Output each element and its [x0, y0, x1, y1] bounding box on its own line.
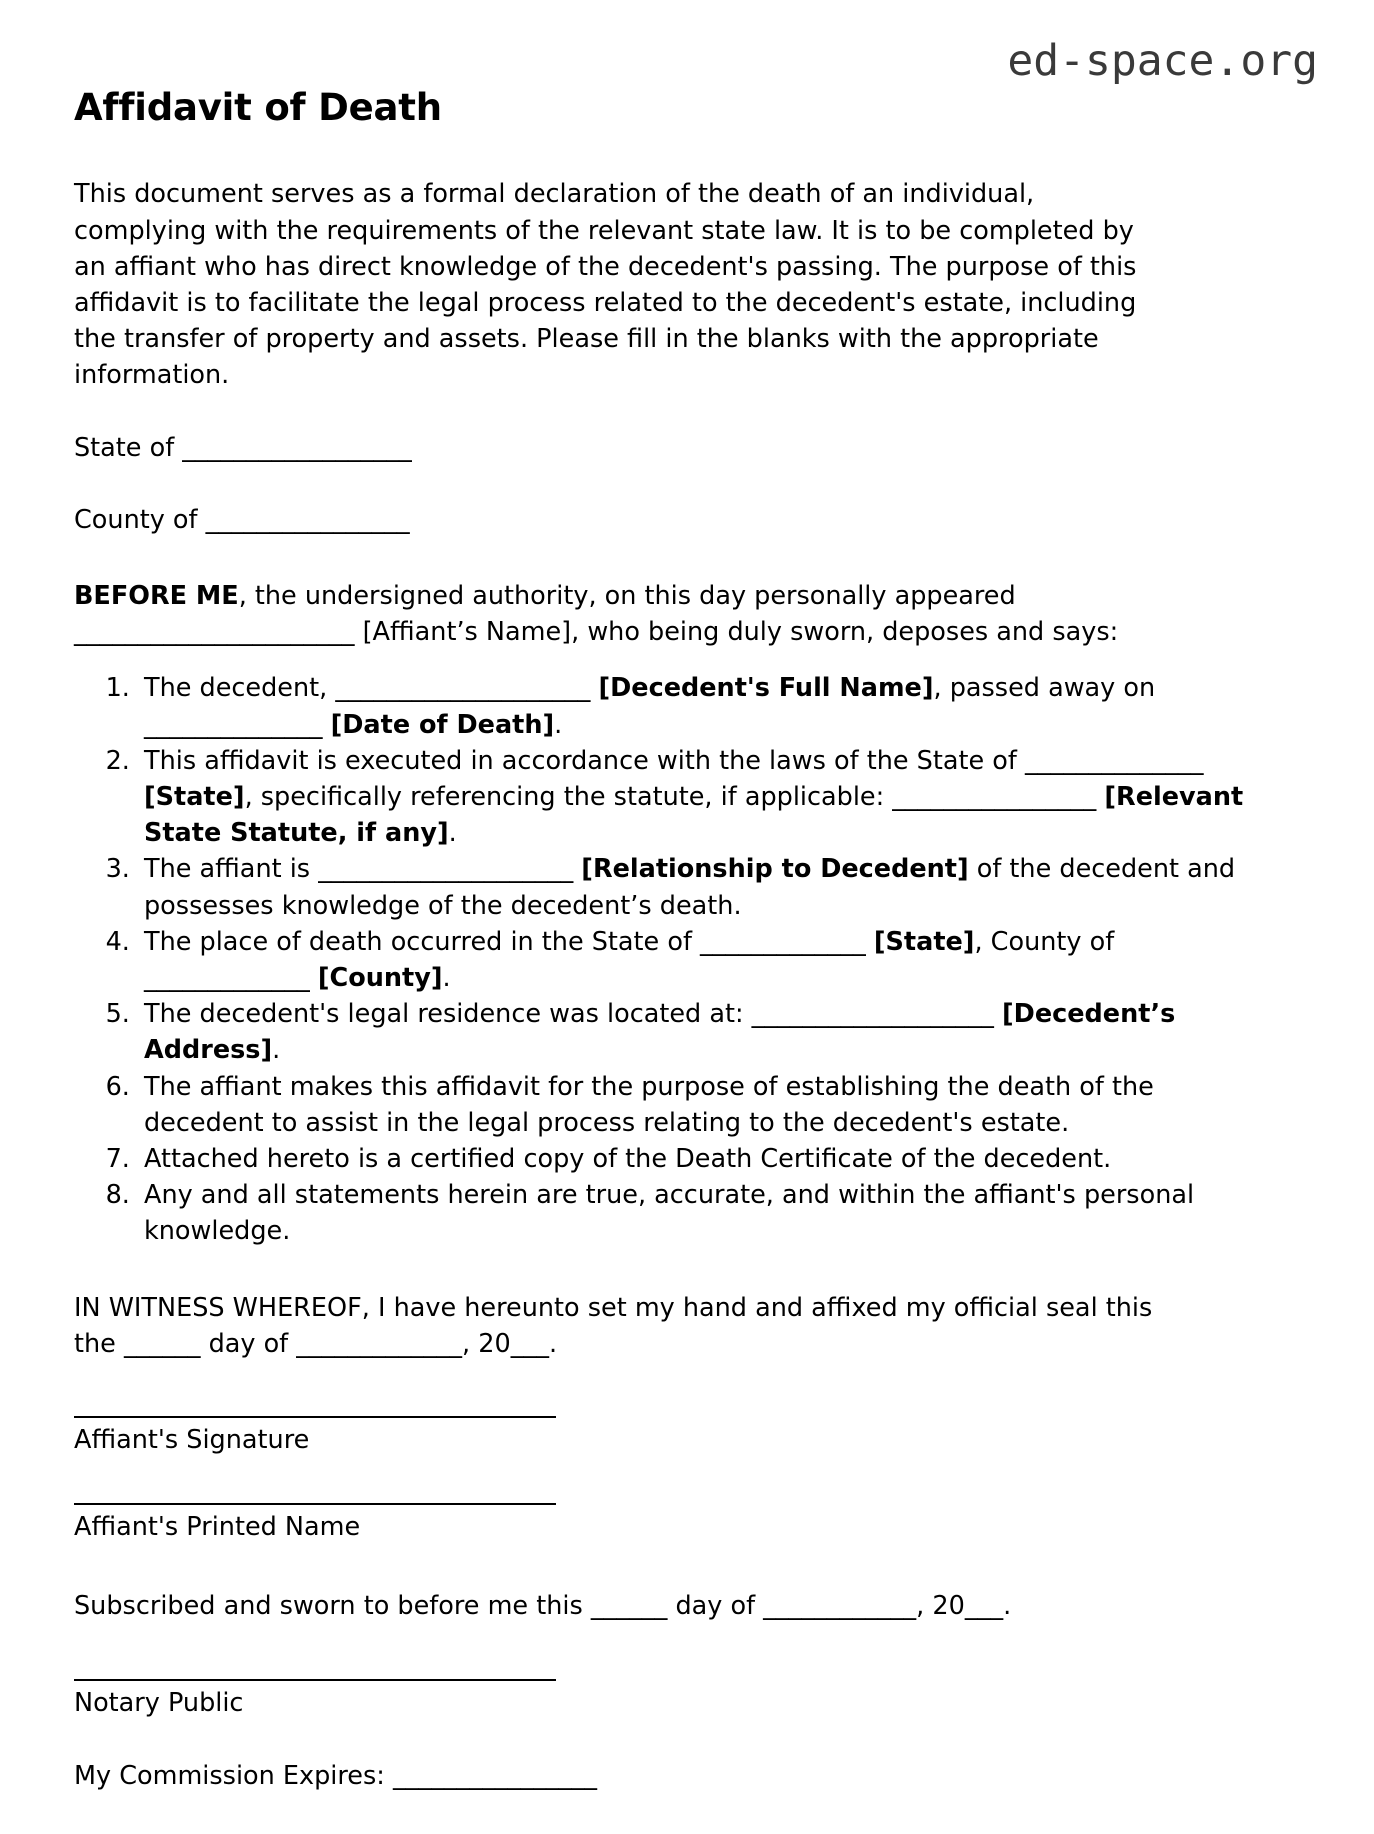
item-pre-text: Any and all statements herein are true, accurate, and within the affiant's personal knowledge. [144, 1180, 1195, 1247]
commission-expires-blank[interactable]: ________________ [392, 1760, 597, 1791]
witness-day-blank[interactable]: ______ [123, 1328, 201, 1359]
affiant-printed-name-label: Affiant's Printed Name [74, 1512, 361, 1543]
county-of-blank[interactable]: ________________ [205, 504, 410, 535]
sworn-day-blank[interactable]: ______ [590, 1591, 668, 1622]
affiant-signature-label: Affiant's Signature [74, 1425, 310, 1456]
affiant-signature-block [74, 1416, 1300, 1457]
item-pre-text: The decedent, [144, 673, 336, 704]
page-title: Affidavit of Death [74, 86, 442, 129]
item-tag-2: [Relevant State Statute, if any] [144, 782, 1244, 849]
before-me-text: , the undersigned authority, on this day personally appeared [238, 581, 1016, 612]
affidavit-items-list [74, 670, 1248, 1249]
notary-signature-rule[interactable] [74, 1679, 556, 1681]
item-blank-2[interactable]: ______________ [144, 709, 323, 740]
list-item [138, 743, 1248, 852]
sworn-clause [74, 1588, 1300, 1624]
affiant-printed-name-block [74, 1503, 1300, 1544]
item-blank-2[interactable]: ________________ [892, 782, 1097, 813]
notary-signature-block [74, 1679, 1300, 1720]
list-item [138, 924, 1248, 996]
sworn-month-blank[interactable]: ____________ [763, 1591, 917, 1622]
item-pre-text: The place of death occurred in the State of [144, 926, 701, 957]
item-pre-text: The decedent's legal residence was located at: [144, 999, 752, 1030]
item-tag-1: [Decedent’s Address] [144, 999, 1176, 1066]
commission-expires-line [74, 1758, 1300, 1794]
item-tag-2: [Date of Death] [330, 709, 555, 740]
affiant-signature-rule[interactable] [74, 1416, 556, 1418]
before-me-heading: BEFORE ME [74, 581, 239, 612]
before-me-paragraph [74, 578, 1164, 650]
item-post-text: . [442, 963, 451, 994]
item-mid-text: , passed away on [933, 673, 1156, 704]
notary-public-label: Notary Public [74, 1687, 244, 1718]
affiant-printed-name-rule[interactable] [74, 1503, 556, 1505]
list-item [138, 996, 1248, 1068]
state-of-line [74, 430, 1300, 466]
sworn-day-of-label: day of [667, 1591, 764, 1622]
intro-paragraph: This document serves as a formal declaration of the death of an individual, complying with the requirements of the relevant state law. It is to be completed by an affiant who has direct knowledge of the decedent's passing. The purpose of this affidavit is to facilitate the legal process related to the decedent's estate, including the transfer of property and assets. Please fill in the blanks with the appropriate information. [74, 179, 1137, 391]
item-tag-1: [State] [873, 926, 975, 957]
item-tag-1: [State] [144, 782, 245, 813]
item-pre-text: This affidavit is executed in accordance with the laws of the State of [144, 745, 1025, 776]
item-blank-1[interactable]: ____________________ [335, 673, 591, 704]
item-post-text: . [448, 818, 457, 849]
list-item [138, 670, 1248, 742]
county-of-line [74, 502, 1300, 538]
item-post-text: . [272, 1035, 281, 1066]
list-item [138, 1069, 1248, 1141]
affiant-name-tag: [Affiant’s Name], who being duly sworn, deposes and says: [354, 617, 1119, 648]
witness-month-blank[interactable]: _____________ [296, 1328, 463, 1359]
list-item [138, 1141, 1248, 1177]
item-blank-1[interactable]: ____________________ [318, 854, 574, 885]
state-of-blank[interactable]: __________________ [182, 432, 412, 463]
witness-clause [74, 1290, 1169, 1362]
item-tag-2: [County] [317, 963, 443, 994]
item-mid-text: , specifically referencing the statute, if applicable: [244, 782, 893, 813]
item-mid-text: , County of [974, 926, 1115, 957]
item-post-text: . [554, 709, 563, 740]
item-tag-1: [Relationship to Decedent] [581, 854, 969, 885]
witness-day-of-label: day of [200, 1328, 297, 1359]
item-pre-text: The affiant makes this affidavit for the purpose of establishing the death of the decedent to assist in the legal process relating to the decedent's estate. [144, 1071, 1154, 1138]
item-tag-1: [Decedent's Full Name] [598, 673, 934, 704]
item-blank-1[interactable]: ______________ [1024, 745, 1204, 776]
state-of-label: State of [74, 432, 183, 463]
sworn-year-text: , 20___. [916, 1591, 1012, 1622]
site-watermark: ed-space.org [1007, 36, 1318, 86]
affiant-name-blank[interactable]: ______________________ [74, 617, 355, 648]
sworn-pre-text: Subscribed and sworn to before me this [74, 1591, 591, 1622]
county-of-label: County of [74, 504, 206, 535]
item-mid-text: of the decedent and possesses knowledge of the decedent’s death. [144, 854, 1236, 921]
item-blank-1[interactable]: ___________________ [751, 999, 994, 1030]
item-blank-2[interactable]: _____________ [144, 963, 310, 994]
item-blank-1[interactable]: _____________ [700, 926, 866, 957]
list-item [138, 851, 1248, 923]
item-pre-text: Attached hereto is a certified copy of the Death Certificate of the decedent. [144, 1144, 1112, 1175]
signature-spacer [74, 1457, 1300, 1503]
commission-expires-label: My Commission Expires: [74, 1760, 393, 1791]
list-item [138, 1177, 1248, 1249]
witness-year-text: , 20___. [462, 1328, 558, 1359]
witness-text: IN WITNESS WHEREOF, I have hereunto set my hand and affixed my official seal this the [74, 1292, 1153, 1359]
item-pre-text: The affiant is [144, 854, 319, 885]
